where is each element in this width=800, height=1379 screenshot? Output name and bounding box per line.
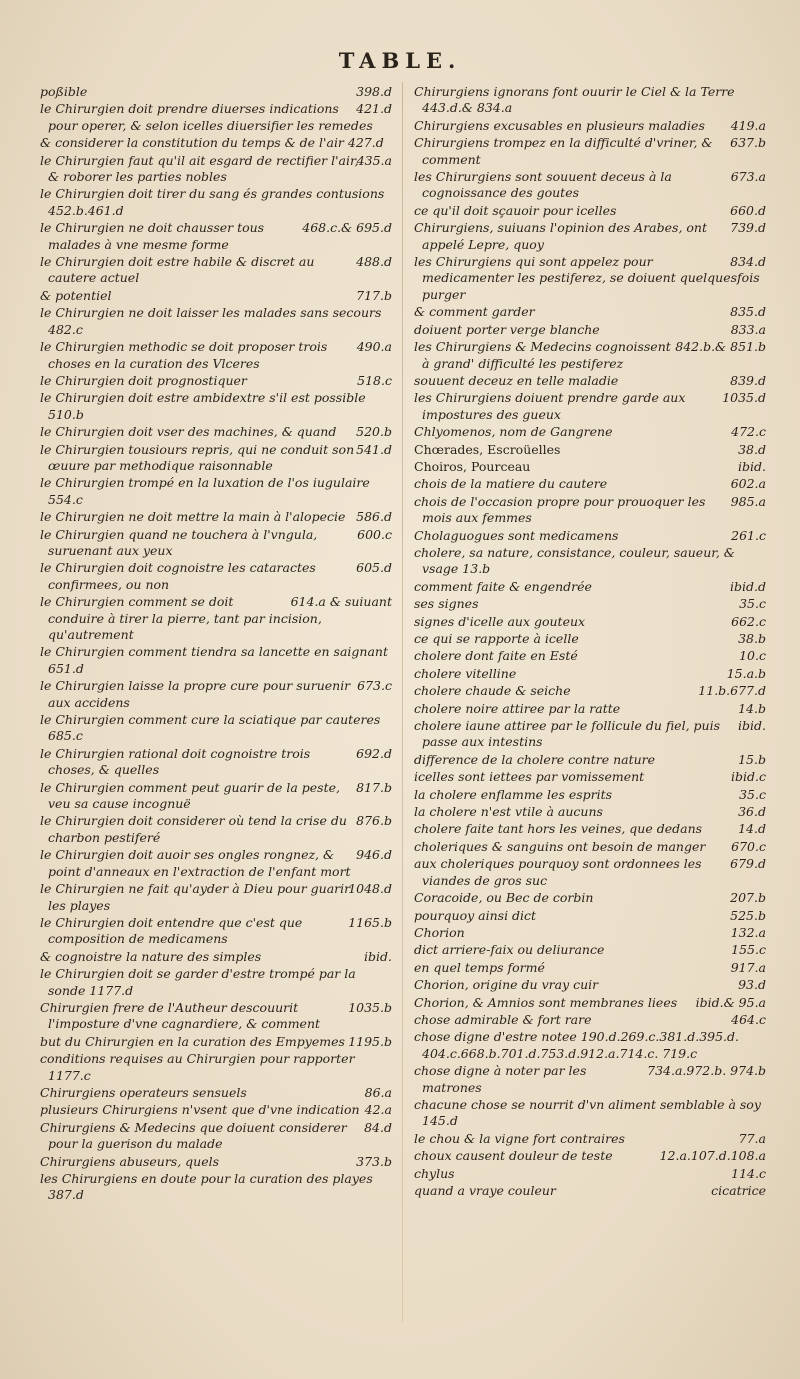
entry-text: le Chirurgien doit estre ambidextre s'il est possible 510.b (40, 390, 366, 422)
index-entry (40, 1051, 392, 1084)
entry-text: le Chirurgien methodic se doit proposer trois choses en la curation des Vlceres (40, 339, 328, 371)
entry-text: icelles sont iettees par vomissement (414, 769, 645, 785)
page-reference: 14.d (738, 821, 766, 837)
left-index-column (40, 84, 392, 1205)
entry-text: Chirurgiens operateurs sensuels (40, 1084, 247, 1100)
entry-text: le Chirurgien quand ne touchera à l'vngula, suruenant aux yeux (40, 526, 318, 558)
index-entry (40, 594, 392, 643)
page-reference: 839.d (730, 372, 766, 388)
entry-text: ses signes (414, 596, 479, 612)
index-entry (414, 390, 766, 423)
index-entry (414, 220, 766, 253)
index-entry (40, 1000, 392, 1033)
page-reference: 36.d (738, 804, 766, 820)
page-reference: 525.b (730, 907, 766, 923)
page-reference: 38.d (738, 441, 766, 457)
page-reference: 84.d (364, 1119, 392, 1135)
entry-text: Choiros, Pourceau (414, 458, 531, 474)
index-entry (414, 1166, 766, 1182)
page-reference: ibid.& 95.a (695, 994, 766, 1010)
index-entry (414, 459, 766, 475)
entry-text: ce qui se rapporte à icelle (414, 631, 579, 646)
index-entry (40, 780, 392, 813)
index-entry (414, 339, 766, 372)
page-reference: ibid.c (731, 769, 766, 785)
page-reference: ibid. (738, 458, 766, 474)
entry-text: Chorion, & Amnios sont membranes liees (414, 994, 678, 1010)
entry-text: le Chirurgien trompé en la luxation de l'os iugulaire 554.c (40, 475, 370, 507)
index-entry (414, 424, 766, 440)
entry-text: le Chirurgien doit se garder d'estre trompé par la sonde 1177.d (40, 966, 356, 998)
index-entry (40, 475, 392, 508)
entry-text: le Chirurgien comment cure la sciatique par cauteres 685.c (40, 712, 381, 744)
index-entry (40, 1171, 392, 1204)
page-reference: ibid.d (730, 578, 766, 594)
entry-text: aux choleriques pourquoy sont ordonnees les viandes de gros suc (414, 856, 702, 888)
index-entry (40, 186, 392, 219)
entry-text: le Chirurgien comment se doit conduire à tirer la pierre, tant par incision, qu'autrement (40, 594, 322, 642)
page-reference: 435.a (356, 152, 392, 168)
entry-text: Chirurgiens ignorans font ouurir le Ciel & la Terre 443.d.& 834.a (414, 84, 735, 116)
page-reference: 86.a (364, 1084, 392, 1100)
index-entry (40, 813, 392, 846)
index-entry (414, 683, 766, 699)
index-entry (40, 153, 392, 186)
page-reference: 14.b (738, 700, 766, 716)
entry-text: plusieurs Chirurgiens n'vsent que d'vne indication (40, 1102, 360, 1118)
entry-text: Chlyomenos, nom de Gangrene (414, 424, 613, 440)
entry-text: difference de la cholere contre nature (414, 751, 656, 767)
entry-text: Chorion (414, 924, 465, 940)
index-entry (40, 220, 392, 253)
entry-text: le Chirurgien doit vser des machines, & quand (40, 424, 337, 440)
index-entry (414, 1012, 766, 1028)
index-entry (414, 254, 766, 303)
entry-text: les Chirurgiens qui sont appelez pour medicamenter les pestiferez, se doiuent quelquesfois purger (414, 254, 760, 302)
page-reference: 114.c (731, 1165, 766, 1181)
entry-text: signes d'icelle aux gouteux (414, 613, 586, 629)
index-entry (40, 746, 392, 779)
page-reference: 605.d (356, 560, 392, 576)
index-entry (414, 648, 766, 664)
entry-text: Chirurgiens trompez en la difficulté d'vriner, & comment (414, 135, 713, 167)
entry-text: Chirurgiens, suiuans l'opinion des Arabes, ont appelé Lepre, quoy (414, 220, 707, 252)
entry-text: le Chirurgien ne doit mettre la main à l'alopecie (40, 509, 346, 525)
page-reference: 132.a (730, 924, 766, 940)
page-reference: 207.b (730, 890, 766, 906)
entry-text: dict arriere-faix ou deliurance (414, 942, 605, 958)
index-entry (40, 678, 392, 711)
page-reference: 42.a (364, 1102, 392, 1118)
entry-text: & considerer la constitution du temps & de l'air 427.d (40, 135, 384, 151)
index-entry (414, 752, 766, 768)
page-reference: 35.c (739, 786, 766, 802)
page-reference: 717.b (356, 287, 392, 303)
index-entry (40, 509, 392, 525)
index-entry (414, 1148, 766, 1164)
page-reference: 835.d (730, 304, 766, 320)
entry-text: en quel temps formé (414, 959, 545, 975)
index-entry (414, 135, 766, 168)
page-reference: 673.c (357, 678, 392, 694)
page-reference: 93.d (738, 977, 766, 993)
index-entry (40, 135, 392, 151)
entry-text: cholere vitelline (414, 665, 517, 681)
index-entry (414, 84, 766, 117)
entry-text: cholere faite tant hors les veines, que dedans (414, 821, 703, 837)
index-entry (40, 1120, 392, 1153)
entry-text: la cholere enflamme les esprits (414, 786, 613, 802)
page-reference: cicatrice (711, 1183, 766, 1198)
index-entry (414, 787, 766, 803)
page-reference: 817.b (356, 779, 392, 795)
index-entry (40, 1085, 392, 1101)
entry-text: comment faite & engendrée (414, 578, 592, 594)
index-entry (414, 960, 766, 976)
entry-text: les Chirurgiens sont souuent deceus à la cognoissance des goutes (414, 169, 672, 201)
index-entry (414, 118, 766, 134)
entry-text: le Chirurgien doit cognoistre les cataractes confirmees, ou non (40, 560, 316, 592)
index-entry (40, 527, 392, 560)
index-entry (414, 545, 766, 578)
index-entry (414, 614, 766, 630)
entry-text: & comment garder (414, 304, 535, 320)
page-reference: 660.d (730, 202, 766, 218)
page-reference: 77.a (738, 1130, 766, 1146)
entry-text: le Chirurgien comment peut guarir de la peste, veu sa cause incognuë (40, 779, 340, 812)
index-entry (40, 1034, 392, 1050)
entry-text: Chirurgiens & Medecins que doiuent considerer pour la guerison du malade (40, 1119, 347, 1152)
index-entry (414, 494, 766, 527)
page-reference: 472.c (731, 424, 766, 440)
page-reference: 985.a (730, 493, 766, 509)
entry-text: le Chirurgien doit tirer du sang és grandes contusions 452.b.461.d (40, 186, 385, 218)
entry-text: cholere noire attiree par la ratte (414, 700, 621, 716)
page-reference: 842.b.& 851.b (675, 339, 766, 355)
index-entry (40, 339, 392, 372)
page-reference: 38.b (738, 631, 766, 646)
entry-text: la cholere n'est vtile à aucuns (414, 804, 603, 820)
page-reference: 600.c (357, 526, 392, 542)
index-entry (40, 881, 392, 914)
index-entry (40, 373, 392, 389)
index-entry (40, 712, 392, 745)
entry-text: doiuent porter verge blanche (414, 321, 600, 337)
index-entry (414, 528, 766, 544)
index-entry (414, 821, 766, 837)
page-reference: 1035.d (722, 390, 766, 406)
index-entry (414, 701, 766, 717)
page-reference: 35.c (739, 596, 766, 612)
entry-text: Cholaguogues sont medicamens (414, 527, 619, 543)
page-reference: ibid. (364, 948, 392, 964)
index-entry (414, 977, 766, 993)
page-reference: 373.b (356, 1153, 392, 1169)
index-entry (40, 966, 392, 999)
index-entry (40, 305, 392, 338)
page-reference: 155.c (731, 942, 766, 958)
index-entry (40, 1102, 392, 1118)
index-entry (414, 890, 766, 906)
entry-text: le Chirurgien doit auoir ses ongles rongnez, & point d'anneaux en l'extraction de l'enfant mort (40, 847, 351, 879)
index-entry (414, 1131, 766, 1147)
index-entry (414, 373, 766, 389)
page-reference: 490.a (356, 339, 392, 355)
page-reference: 917.a (730, 959, 766, 975)
entry-text: but du Chirurgien en la curation des Empyemes (40, 1033, 345, 1049)
index-entry (414, 995, 766, 1011)
index-entry (40, 644, 392, 677)
index-entry (414, 1097, 766, 1130)
entry-text: chylus (414, 1165, 455, 1181)
index-entry (414, 925, 766, 941)
index-entry (40, 1154, 392, 1170)
index-entry (414, 769, 766, 785)
index-entry (414, 1063, 766, 1096)
entry-text: cholere, sa nature, consistance, couleur, saueur, & vsage 13.b (414, 544, 735, 577)
entry-text: le Chirurgien ne doit chausser tous malades à vne mesme forme (40, 220, 265, 252)
entry-text: chois de la matiere du cautere (414, 476, 608, 492)
page-reference: 11.b.677.d (698, 683, 766, 699)
entry-text: le Chirurgien ne doit laisser les malades sans secours 482.c (40, 305, 382, 337)
entry-text: le Chirurgien doit considerer où tend la crise du charbon pestiferé (40, 813, 347, 845)
index-entry (414, 579, 766, 595)
entry-text: & cognoistre la nature des simples (40, 948, 262, 964)
page-reference: 1048.d (348, 881, 392, 897)
page-reference: 421.d (356, 101, 392, 117)
entry-text: Chirurgiens abuseurs, quels (40, 1153, 220, 1169)
entry-text: quand a vraye couleur (414, 1183, 556, 1198)
page-reference: ibid. (738, 718, 766, 734)
entry-text: les Chirurgiens doiuent prendre garde aux impostures des gueux (414, 390, 686, 422)
page-reference: 692.d (356, 745, 392, 761)
page-reference: 614.a & suiuant (290, 594, 392, 610)
entry-text: le Chirurgien rational doit cognoistre trois choses, & quelles (40, 745, 311, 778)
page-reference: 15.b (738, 751, 766, 767)
entry-text: chose digne à noter par les matrones (414, 1063, 587, 1095)
page-reference: 670.c (731, 838, 766, 854)
entry-text: le Chirurgien laisse la propre cure pour suruenir aux accidens (40, 678, 351, 710)
entry-text: poßible (40, 84, 88, 99)
page-reference: 834.d (730, 254, 766, 270)
page-reference: 739.d (730, 220, 766, 236)
entry-text: cholere dont faite en Esté (414, 648, 578, 664)
entry-text: chose digne d'estre notee 190.d.269.c.381.d.395.d. 404.c.668.b.701.d.753.d.912.a.714.c. 719.c (414, 1029, 739, 1061)
page-reference: 833.a (730, 321, 766, 337)
entry-text: le Chirurgien tousiours repris, qui ne conduit son œuure par methodique raisonnable (40, 441, 355, 473)
entry-text: le Chirurgien comment tiendra sa lancette en saignant 651.d (40, 644, 388, 676)
entry-text: le chou & la vigne fort contraires (414, 1130, 625, 1146)
index-entry (40, 101, 392, 134)
entry-text: Chœrades, Escroüelles (414, 441, 561, 457)
entry-text: & potentiel (40, 287, 112, 303)
index-entry (414, 1183, 766, 1199)
index-entry (40, 560, 392, 593)
page-reference: 946.d (356, 847, 392, 863)
entry-text: le Chirurgien doit prendre diuerses indications pour operer, & selon icelles diuersifier les remedes (40, 101, 373, 133)
entry-text: ce qu'il doit sçauoir pour icelles (414, 202, 617, 218)
index-entry (414, 1029, 766, 1062)
page-reference: 15.a.b (726, 665, 766, 681)
entry-text: le Chirurgien faut qu'il ait esgard de rectifier l'air, & roborer les parties nobles (40, 152, 359, 185)
entry-text: les Chirurgiens & Medecins cognoissent à grand' difficulté les pestiferez (414, 339, 671, 371)
index-entry (40, 949, 392, 965)
column-divider (402, 82, 403, 1322)
entry-text: choux causent douleur de teste (414, 1148, 613, 1164)
entry-text: cholere iaune attiree par le follicule du fiel, puis passe aux intestins (414, 718, 720, 750)
page-reference: 520.b (356, 424, 392, 440)
entry-text: le Chirurgien doit entendre que c'est que composition de medicamens (40, 914, 303, 947)
page-reference: 1035.b (348, 999, 392, 1015)
entry-text: pourquoy ainsi dict (414, 907, 537, 923)
page-reference: 1195.b (348, 1033, 392, 1049)
entry-text: Chorion, origine du vray cuir (414, 977, 599, 993)
page-reference: 398.d (356, 84, 392, 99)
page-reference: 602.a (730, 476, 766, 492)
index-entry (414, 476, 766, 492)
index-entry (414, 304, 766, 320)
index-entry (40, 915, 392, 948)
index-entry (414, 442, 766, 458)
index-entry (414, 856, 766, 889)
index-entry (414, 596, 766, 612)
entry-text: chose admirable & fort rare (414, 1011, 592, 1027)
entry-text: les Chirurgiens en doute pour la curation des playes 387.d (40, 1171, 373, 1203)
page-reference: 1165.b (348, 914, 392, 930)
page-reference: 541.d (356, 441, 392, 457)
index-entry (414, 908, 766, 924)
entry-text: chacune chose se nourrit d'vn aliment semblable à soy 145.d (414, 1096, 761, 1129)
index-entry (40, 288, 392, 304)
entry-text: chois de l'occasion propre pour prouoquer les mois aux femmes (414, 493, 706, 526)
page-reference: 10.c (739, 648, 766, 664)
entry-text: cholere chaude & seiche (414, 683, 571, 699)
entry-text: Chirurgiens excusables en plusieurs maladies (414, 117, 705, 133)
index-entry (414, 169, 766, 202)
index-entry (414, 718, 766, 751)
index-entry (40, 442, 392, 475)
page-reference: 12.a.107.d.108.a (659, 1148, 766, 1164)
index-entry (40, 390, 392, 423)
index-entry (40, 847, 392, 880)
page-reference: 673.a (730, 169, 766, 185)
page-reference: 637.b (730, 135, 766, 151)
index-entry (414, 839, 766, 855)
index-entry (40, 254, 392, 287)
page-header: TABLE. (338, 48, 462, 73)
index-entry (414, 322, 766, 338)
page-reference: 464.c (731, 1011, 766, 1027)
page-reference: 261.c (731, 527, 766, 543)
entry-text: Coracoide, ou Bec de corbin (414, 890, 594, 906)
entry-text: le Chirurgien doit prognostiquer (40, 372, 247, 388)
entry-text: conditions requises au Chirurgien pour rapporter 1177.c (40, 1051, 355, 1083)
entry-text: le Chirurgien ne fait qu'ayder à Dieu pour guarir les playes (40, 881, 351, 913)
index-entry (414, 804, 766, 820)
index-entry (40, 84, 392, 100)
entry-text: souuent deceuz en telle maladie (414, 372, 619, 388)
index-entry (414, 631, 766, 647)
index-entry (40, 424, 392, 440)
page-reference: 876.b (356, 813, 392, 829)
page-reference: 468.c.& 695.d (302, 220, 392, 236)
page-reference: 419.a (730, 117, 766, 133)
index-entry (414, 666, 766, 682)
right-index-column (414, 84, 766, 1200)
entry-text: le Chirurgien doit estre habile & discret au cautere actuel (40, 254, 315, 286)
page-reference: 518.c (357, 372, 392, 388)
page-reference: 679.d (730, 856, 766, 872)
page-reference: 734.a.972.b. 974.b (647, 1063, 766, 1079)
index-entry (414, 203, 766, 219)
index-entry (414, 942, 766, 958)
entry-text: Chirurgien frere de l'Autheur descouurit l'imposture d'vne cagnardiere, & comment (40, 999, 321, 1032)
entry-text: choleriques & sanguins ont besoin de manger (414, 838, 706, 854)
page-reference: 488.d (356, 254, 392, 270)
page-reference: 662.c (731, 613, 766, 629)
page-reference: 586.d (356, 509, 392, 525)
